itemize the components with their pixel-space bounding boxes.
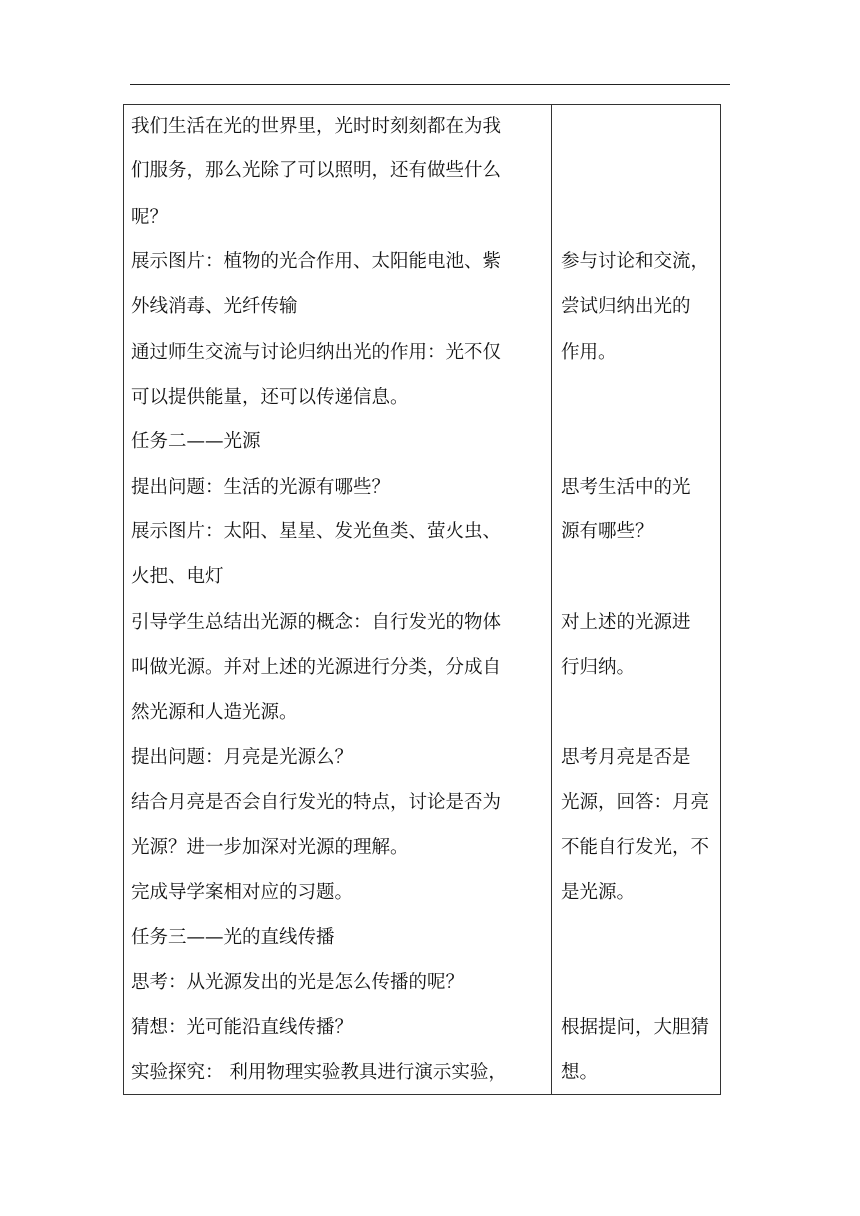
teacher-activity-line: 任务三——光的直线传播: [131, 927, 335, 948]
header-rule: [130, 84, 730, 85]
teacher-activity-line: 实验探究： 利用物理实验教具进行演示实验，: [131, 1062, 507, 1083]
column-divider: [551, 104, 552, 1095]
teacher-activity-line: 提出问题：月亮是光源么？: [131, 747, 354, 768]
student-activity-line: 源有哪些？: [561, 521, 654, 542]
teacher-activity-line: 然光源和人造光源。: [131, 702, 298, 723]
student-activity-line: 思考月亮是否是: [561, 747, 691, 768]
teacher-activity-line: 通过师生交流与讨论归纳出光的作用：光不仅: [131, 342, 502, 363]
teacher-activity-line: 任务二——光源: [131, 431, 261, 452]
student-activity-line: 作用。: [561, 342, 617, 363]
student-activity-line: 行归纳。: [561, 657, 636, 678]
teacher-activity-line: 光源？进一步加深对光源的理解。: [131, 837, 409, 858]
teacher-activity-line: 外线消毒、光纤传输: [131, 296, 298, 317]
teacher-activity-line: 可以提供能量，还可以传递信息。: [131, 387, 409, 408]
teacher-activity-line: 思考：从光源发出的光是怎么传播的呢？: [131, 972, 465, 993]
student-activity-line: 思考生活中的光: [561, 477, 691, 498]
student-activity-line: 对上述的光源进: [561, 612, 691, 633]
student-activity-line: 尝试归纳出光的: [561, 296, 691, 317]
teacher-activity-line: 呢？: [131, 207, 169, 228]
student-activity-line: 光源，回答：月亮: [561, 792, 710, 813]
student-activity-line: 根据提问，大胆猜: [561, 1017, 710, 1038]
student-activity-line: 想。: [561, 1062, 599, 1083]
teacher-activity-line: 展示图片：植物的光合作用、太阳能电池、紫: [131, 251, 502, 272]
teacher-activity-line: 我们生活在光的世界里，光时时刻刻都在为我: [131, 116, 502, 137]
teacher-activity-line: 火把、电灯: [131, 566, 224, 587]
student-activity-line: 是光源。: [561, 882, 636, 903]
teacher-activity-line: 引导学生总结出光源的概念：自行发光的物体: [131, 612, 502, 633]
teacher-activity-line: 们服务，那么光除了可以照明，还有做些什么: [131, 160, 502, 181]
student-activity-line: 参与讨论和交流，: [561, 251, 710, 272]
teacher-activity-line: 完成导学案相对应的习题。: [131, 882, 354, 903]
teacher-activity-line: 叫做光源。并对上述的光源进行分类，分成自: [131, 657, 502, 678]
teacher-activity-line: 猜想：光可能沿直线传播？: [131, 1017, 354, 1038]
student-activity-line: 不能自行发光，不: [561, 837, 710, 858]
teacher-activity-line: 提出问题：生活的光源有哪些？: [131, 477, 391, 498]
teacher-activity-line: 结合月亮是否会自行发光的特点，讨论是否为: [131, 792, 502, 813]
teacher-activity-line: 展示图片：太阳、星星、发光鱼类、萤火虫、: [131, 521, 502, 542]
